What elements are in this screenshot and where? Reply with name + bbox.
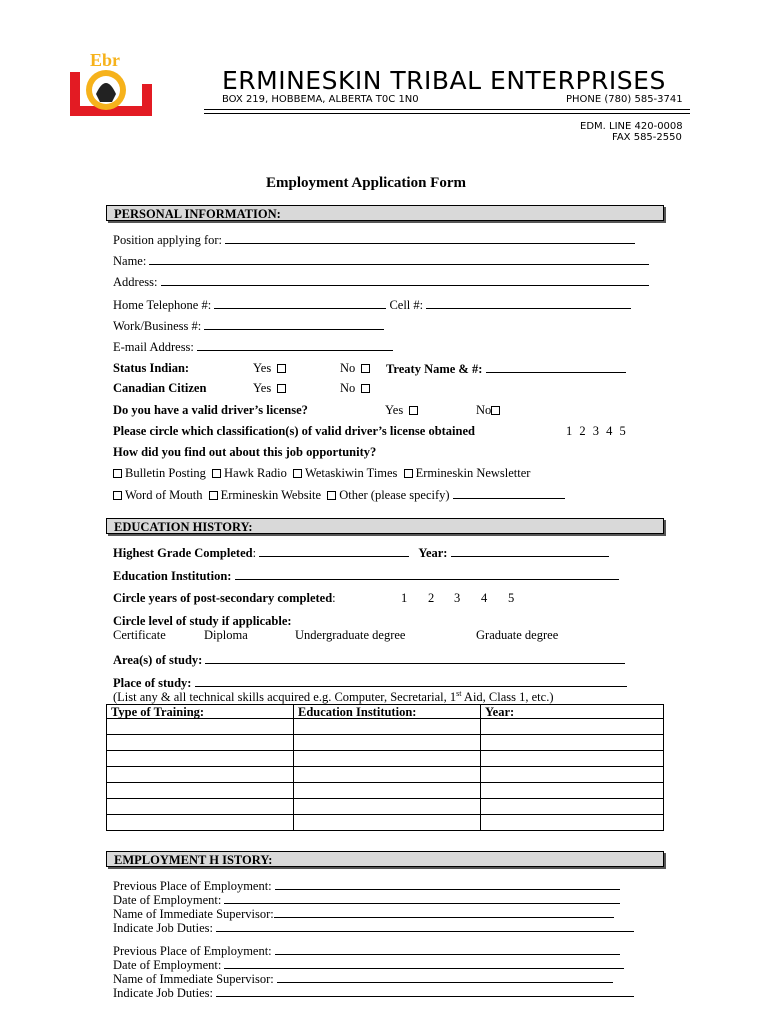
how-find-label: How did you find out about this job opportunity? [113, 445, 377, 459]
institution-cell[interactable] [294, 751, 481, 767]
skills-note [113, 689, 554, 705]
citizen-no-checkbox[interactable] [361, 384, 370, 393]
header-rule [204, 109, 690, 114]
grade-year-label: Year: [418, 546, 448, 560]
training-cell[interactable] [107, 719, 294, 735]
prev-place-label-1: Previous Place of Employment: [113, 879, 272, 893]
level-graduate[interactable]: Graduate degree [476, 628, 559, 642]
date-label-2: Date of Employment: [113, 958, 222, 972]
email-label: E-mail Address: [113, 340, 194, 354]
status-indian-label: Status Indian: [113, 361, 190, 375]
prev-place-label-2: Previous Place of Employment: [113, 944, 272, 958]
year-cell[interactable] [481, 751, 664, 767]
address-label: Address: [113, 275, 158, 289]
table-row [107, 799, 664, 815]
wetaskiwin-checkbox[interactable] [293, 469, 302, 478]
website-checkbox[interactable] [209, 491, 218, 500]
other-checkbox[interactable] [327, 491, 336, 500]
highest-grade-label: Highest Grade Completed [113, 546, 253, 560]
year-cell[interactable] [481, 815, 664, 831]
highest-grade-field[interactable] [259, 545, 409, 557]
home-phone-label: Home Telephone #: [113, 298, 212, 312]
training-cell[interactable] [107, 799, 294, 815]
cell-field[interactable] [426, 297, 631, 309]
supervisor-field-1[interactable] [274, 906, 614, 918]
company-logo [68, 50, 158, 120]
citizen-yes-label: Yes [253, 381, 272, 395]
source-hawk-radio: Hawk Radio [224, 466, 287, 480]
year-cell[interactable] [481, 783, 664, 799]
institution-field[interactable] [235, 568, 619, 580]
svg-text:Ebr: Ebr [90, 50, 121, 70]
table-row [107, 767, 664, 783]
date-label-1: Date of Employment: [113, 893, 222, 907]
email-field[interactable] [197, 339, 393, 351]
place-field[interactable] [195, 675, 627, 687]
table-row [107, 815, 664, 831]
prev-place-field-1[interactable] [275, 878, 620, 890]
date-field-1[interactable] [224, 892, 620, 904]
table-row [107, 719, 664, 735]
institution-cell[interactable] [294, 799, 481, 815]
position-label: Position applying for: [113, 233, 223, 247]
supervisor-label-1: Name of Immediate Supervisor: [113, 907, 274, 921]
level-undergraduate[interactable]: Undergraduate degree [295, 628, 406, 642]
circle-level-label: Circle level of study if applicable: [113, 614, 292, 628]
cell-label: Cell #: [389, 298, 424, 312]
company-address: BOX 219, HOBBEMA, ALBERTA T0C 1N0 [222, 94, 419, 105]
drivers-license-label: Do you have a valid driver’s license? [113, 403, 308, 417]
skills-note-sup: st [456, 689, 462, 698]
year-cell[interactable] [481, 735, 664, 751]
status-no-label: No [340, 361, 356, 375]
training-cell[interactable] [107, 783, 294, 799]
year-option-3[interactable]: 3 [454, 591, 461, 605]
canadian-citizen-label: Canadian Citizen [113, 381, 207, 395]
skills-note-end: Aid, Class 1, etc.) [461, 690, 554, 705]
year-cell[interactable] [481, 719, 664, 735]
home-phone-field[interactable] [214, 297, 386, 309]
treaty-label: Treaty Name & #: [386, 362, 483, 376]
supervisor-label-2: Name of Immediate Supervisor: [113, 972, 274, 986]
company-name: ERMINESKIN TRIBAL ENTERPRISES [222, 66, 666, 95]
table-row [107, 751, 664, 767]
classification-label: Please circle which classification(s) of valid driver’s license obtained [113, 424, 475, 438]
prev-place-field-2[interactable] [275, 943, 620, 955]
source-newsletter: Ermineskin Newsletter [415, 466, 531, 480]
training-cell[interactable] [107, 815, 294, 831]
citizen-yes-checkbox[interactable] [277, 384, 286, 393]
edm-line: EDM. LINE 420-0008 [580, 121, 683, 132]
section-employment-history: EMPLOYMENT H ISTORY: [106, 851, 664, 867]
skills-note-start: (List any & all technical skills acquired e.g. Computer, Secretarial, 1 [113, 690, 457, 705]
year-option-4[interactable]: 4 [481, 591, 488, 605]
year-cell[interactable] [481, 767, 664, 783]
section-personal-information: PERSONAL INFORMATION: [106, 205, 664, 221]
company-phone: PHONE (780) 585-3741 [566, 94, 683, 105]
license-no-label: No [476, 403, 492, 417]
areas-field[interactable] [205, 652, 625, 664]
institution-cell[interactable] [294, 767, 481, 783]
areas-label: Area(s) of study: [113, 653, 203, 667]
duties-field-2[interactable] [216, 985, 634, 997]
training-cell[interactable] [107, 735, 294, 751]
table-row [107, 735, 664, 751]
form-title: Employment Application Form [266, 175, 467, 191]
year-option-1[interactable]: 1 [401, 591, 408, 605]
position-field[interactable] [225, 232, 635, 244]
hawk-radio-checkbox[interactable] [212, 469, 221, 478]
license-no-checkbox[interactable] [491, 406, 500, 415]
level-diploma[interactable]: Diploma [204, 628, 248, 642]
other-field[interactable] [453, 487, 565, 499]
license-classes[interactable]: 1 2 3 4 5 [566, 424, 626, 438]
name-field[interactable] [149, 253, 649, 265]
year-cell[interactable] [481, 799, 664, 815]
work-phone-field[interactable] [204, 318, 384, 330]
col-education-institution: Education Institution: [294, 705, 481, 719]
license-yes-label: Yes [385, 403, 404, 417]
circle-years-label: Circle years of post-secondary completed [113, 591, 333, 605]
fax-number: FAX 585-2550 [612, 132, 682, 143]
source-wetaskiwin: Wetaskiwin Times [305, 466, 398, 480]
source-word-of-mouth: Word of Mouth [125, 488, 203, 502]
col-type-of-training: Type of Training: [107, 705, 294, 719]
supervisor-field-2[interactable] [277, 971, 613, 983]
citizen-no-label: No [340, 381, 356, 395]
source-bulletin: Bulletin Posting [125, 466, 206, 480]
duties-label-2: Indicate Job Duties: [113, 986, 213, 1000]
institution-cell[interactable] [294, 815, 481, 831]
training-table [106, 704, 664, 831]
duties-field-1[interactable] [216, 920, 634, 932]
source-other: Other (please specify) [339, 488, 450, 502]
institution-label: Education Institution: [113, 569, 232, 583]
bulletin-checkbox[interactable] [113, 469, 122, 478]
training-cell[interactable] [107, 751, 294, 767]
treaty-field[interactable] [486, 361, 626, 373]
license-yes-checkbox[interactable] [409, 406, 418, 415]
work-phone-label: Work/Business #: [113, 319, 202, 333]
level-certificate[interactable]: Certificate [113, 628, 166, 642]
date-field-2[interactable] [224, 957, 624, 969]
training-cell[interactable] [107, 767, 294, 783]
place-label: Place of study: [113, 676, 192, 690]
address-field[interactable] [161, 274, 649, 286]
section-education-history: EDUCATION HISTORY: [106, 518, 664, 534]
table-row [107, 783, 664, 799]
institution-cell[interactable] [294, 783, 481, 799]
year-option-2[interactable]: 2 [428, 591, 435, 605]
newsletter-checkbox[interactable] [404, 469, 413, 478]
name-label: Name: [113, 254, 147, 268]
source-website: Ermineskin Website [220, 488, 322, 502]
col-year: Year: [481, 705, 664, 719]
year-option-5[interactable]: 5 [508, 591, 515, 605]
grade-year-field[interactable] [451, 545, 609, 557]
status-no-checkbox[interactable] [361, 364, 370, 373]
word-of-mouth-checkbox[interactable] [113, 491, 122, 500]
duties-label-1: Indicate Job Duties: [113, 921, 213, 935]
institution-cell[interactable] [294, 735, 481, 751]
institution-cell[interactable] [294, 719, 481, 735]
status-yes-label: Yes [253, 361, 272, 375]
status-yes-checkbox[interactable] [277, 364, 286, 373]
